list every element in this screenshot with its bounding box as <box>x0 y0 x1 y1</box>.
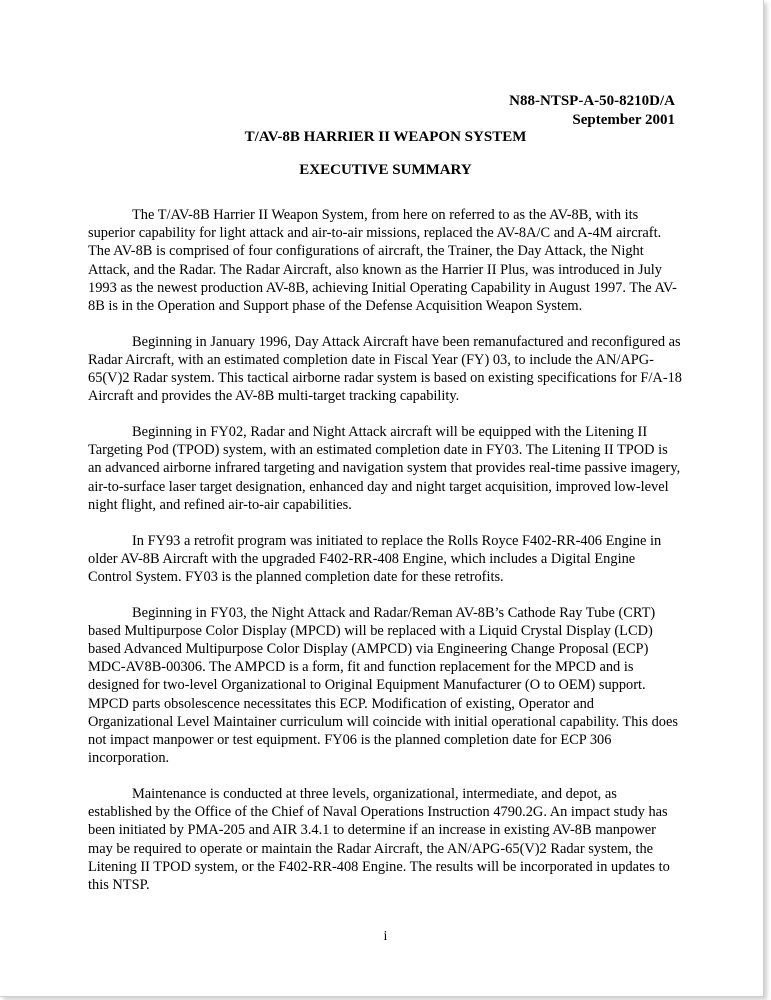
paragraph: Maintenance is conducted at three levels, organizational, intermediate, and depot, as established by the Office of the Chief of Naval Operations Instruction 4790.2G. An impact study has been initiated by PMA-205 and AIR 3.4.1 to determine if an increase in existing AV-8B manpower may be required to operate or maintain the Radar Aircraft, the AN/APG-65(V)2 Radar system, the Litening II TPOD system, or the F402-RR-408 Engine. The results will be incorporated in updates to this NTSP. <box>88 785 670 893</box>
paragraph: Beginning in FY03, the Night Attack and Radar/Reman AV-8B’s Cathode Ray Tube (CRT) based Multipurpose Color Display (MPCD) will be replaced with a Liquid Crystal Display (LCD) based Advanced Multipurpose Color Display (AMPCD) via Engineering Change Proposal (ECP) MDC-AV8B-00306. The AMPCD is a form, fit and function replacement for the MPCD and is designed for two-level Organizational to Original Equipment Manufacturer (O to OEM) support. MPCD parts obsolescence necessitates this ECP. Modification of existing, Operator and Organizational Level Maintainer curriculum will coincide with initial operational capability. This does not impact manpower or test equipment. FY06 is the planned completion date for ECP 306 incorporation. <box>88 604 678 767</box>
document-number: N88-NTSP-A-50-8210D/A <box>509 93 675 109</box>
paragraph: The T/AV-8B Harrier II Weapon System, from here on referred to as the AV-8B, with its superior capability for light attack and air-to-air missions, replaced the AV-8A/C and A-4M aircraft. The AV-8B is comprised of four configurations of aircraft, the Trainer, the Day Attack, the Night Attack, and the Radar. The Radar Aircraft, also known as the Harrier II Plus, was introduced in July 1993 as the newest production AV-8B, achieving Initial Operating Capability in August 1997. The AV-8B is in the Operation and Support phase of the Defense Acquisition Weapon System. <box>88 207 677 315</box>
summary-body <box>88 206 682 912</box>
paragraph: Beginning in FY02, Radar and Night Attack aircraft will be equipped with the Litening II Targeting Pod (TPOD) system, with an estimated completion date in FY03. The Litening II TPOD is an advanced airborne infrared targeting and navigation system that provides real-time passive imagery, air-to-surface laser target designation, enhanced day and night target acquisition, improved low-level night flight, and refined air-to-air capabilities. <box>88 424 681 513</box>
document-title: T/AV-8B HARRIER II WEAPON SYSTEM <box>244 129 527 145</box>
page-number: i <box>383 929 388 944</box>
section-heading: EXECUTIVE SUMMARY <box>299 162 472 178</box>
paragraph: In FY93 a retrofit program was initiated to replace the Rolls Royce F402-RR-406 Engine in older AV-8B Aircraft with the upgraded F402-RR-408 Engine, which includes a Digital Engine Control System. FY03 is the planned completion date for these retrofits. <box>88 532 662 585</box>
document-header <box>509 92 675 130</box>
paragraph: Beginning in January 1996, Day Attack Aircraft have been remanufactured and reconfigured as Radar Aircraft, with an estimated completion date in Fiscal Year (FY) 03, to include the AN/APG-65(V)2 Radar system. This tactical airborne radar system is based on existing specifications for F/A-18 Aircraft and provides the AV-8B multi-target tracking capability. <box>88 333 682 405</box>
document-date: September 2001 <box>572 112 675 128</box>
